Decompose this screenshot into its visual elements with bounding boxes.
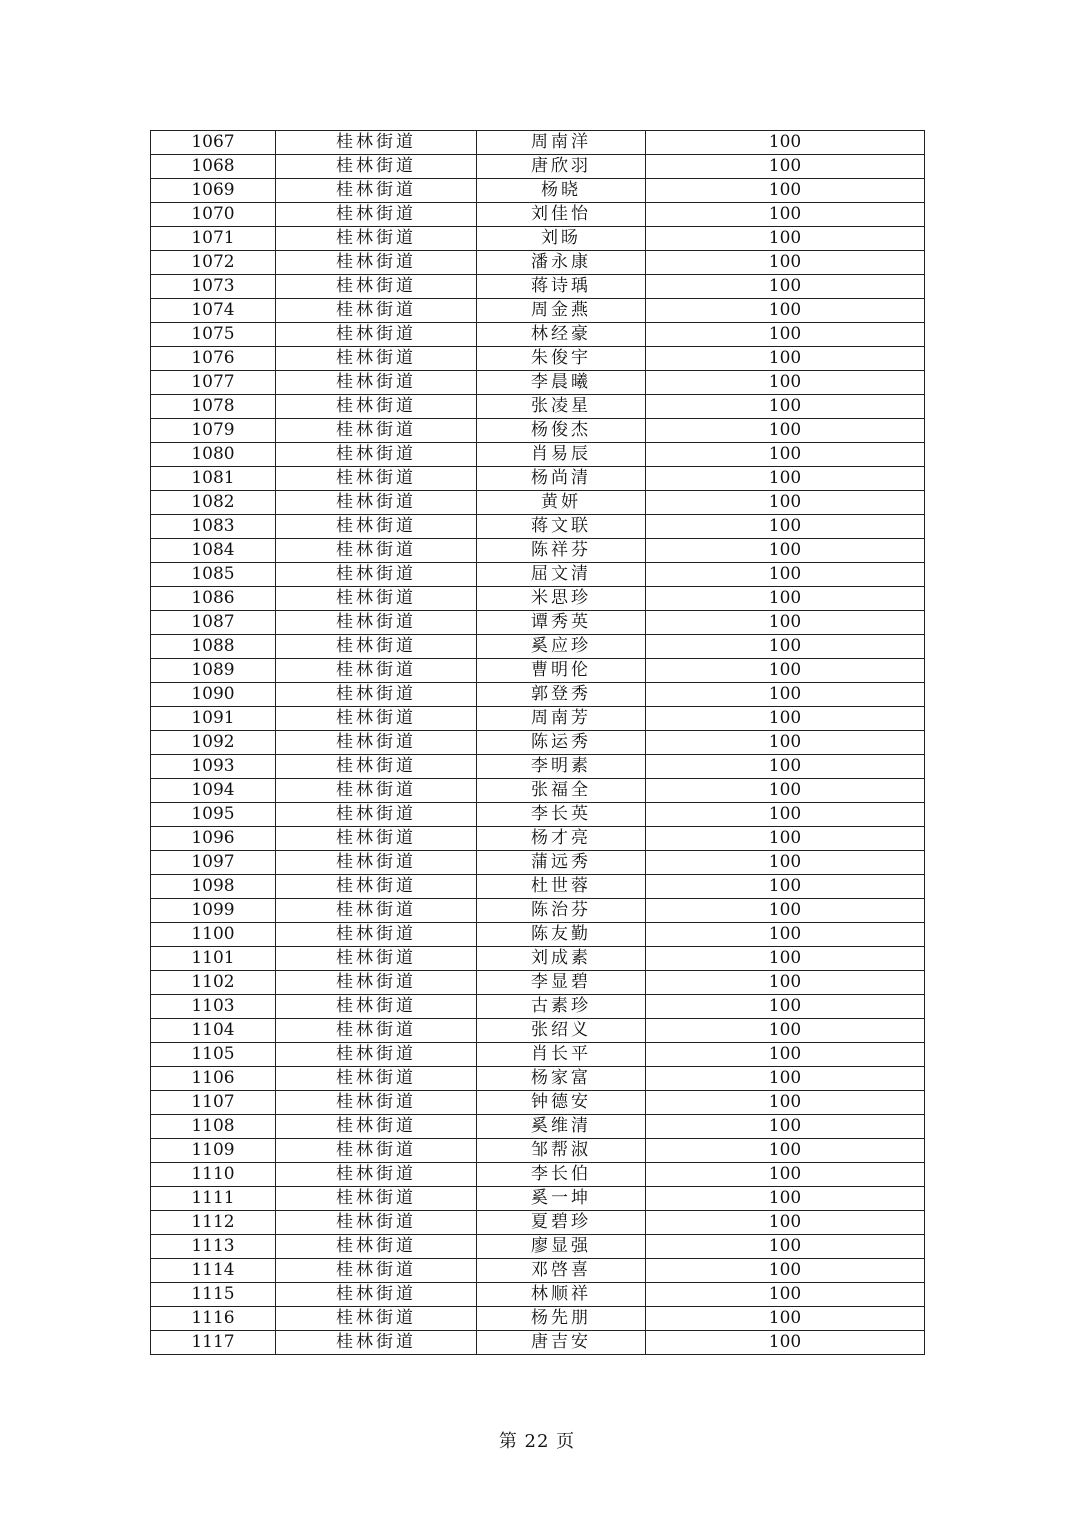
amount-cell: 100 xyxy=(646,899,925,923)
row-number-cell: 1114 xyxy=(151,1259,276,1283)
amount-cell: 100 xyxy=(646,275,925,299)
row-number-cell: 1091 xyxy=(151,707,276,731)
table-row xyxy=(151,971,925,995)
amount-cell: 100 xyxy=(646,467,925,491)
row-number-cell: 1075 xyxy=(151,323,276,347)
name-cell: 林经豪 xyxy=(477,323,646,347)
street-cell: 桂林街道 xyxy=(276,947,477,971)
row-number-cell: 1093 xyxy=(151,755,276,779)
amount-cell: 100 xyxy=(646,1019,925,1043)
row-number-cell: 1070 xyxy=(151,203,276,227)
table-row xyxy=(151,851,925,875)
street-cell: 桂林街道 xyxy=(276,731,477,755)
street-cell: 桂林街道 xyxy=(276,1211,477,1235)
name-cell: 肖长平 xyxy=(477,1043,646,1067)
street-cell: 桂林街道 xyxy=(276,587,477,611)
row-number-cell: 1107 xyxy=(151,1091,276,1115)
row-number-cell: 1072 xyxy=(151,251,276,275)
amount-cell: 100 xyxy=(646,131,925,155)
name-cell: 张福全 xyxy=(477,779,646,803)
table-row xyxy=(151,419,925,443)
street-cell: 桂林街道 xyxy=(276,1019,477,1043)
table-row xyxy=(151,875,925,899)
name-cell: 林顺祥 xyxy=(477,1283,646,1307)
table-row xyxy=(151,947,925,971)
street-cell: 桂林街道 xyxy=(276,251,477,275)
row-number-cell: 1082 xyxy=(151,491,276,515)
street-cell: 桂林街道 xyxy=(276,995,477,1019)
table-row xyxy=(151,443,925,467)
table-row xyxy=(151,323,925,347)
amount-cell: 100 xyxy=(646,1043,925,1067)
amount-cell: 100 xyxy=(646,395,925,419)
amount-cell: 100 xyxy=(646,1283,925,1307)
amount-cell: 100 xyxy=(646,923,925,947)
amount-cell: 100 xyxy=(646,419,925,443)
amount-cell: 100 xyxy=(646,635,925,659)
table-row xyxy=(151,1139,925,1163)
amount-cell: 100 xyxy=(646,179,925,203)
table-row xyxy=(151,515,925,539)
street-cell: 桂林街道 xyxy=(276,203,477,227)
name-cell: 李明素 xyxy=(477,755,646,779)
table-row xyxy=(151,923,925,947)
amount-cell: 100 xyxy=(646,779,925,803)
name-cell: 陈治芬 xyxy=(477,899,646,923)
page-number: 第 22 页 xyxy=(498,1431,576,1452)
amount-cell: 100 xyxy=(646,1235,925,1259)
name-cell: 周南芳 xyxy=(477,707,646,731)
name-cell: 奚维清 xyxy=(477,1115,646,1139)
row-number-cell: 1068 xyxy=(151,155,276,179)
street-cell: 桂林街道 xyxy=(276,419,477,443)
street-cell: 桂林街道 xyxy=(276,347,477,371)
row-number-cell: 1110 xyxy=(151,1163,276,1187)
name-cell: 李长英 xyxy=(477,803,646,827)
table-row xyxy=(151,1163,925,1187)
table-row xyxy=(151,587,925,611)
table-row xyxy=(151,371,925,395)
table-row xyxy=(151,1331,925,1355)
row-number-cell: 1113 xyxy=(151,1235,276,1259)
street-cell: 桂林街道 xyxy=(276,659,477,683)
street-cell: 桂林街道 xyxy=(276,467,477,491)
name-cell: 夏碧珍 xyxy=(477,1211,646,1235)
amount-cell: 100 xyxy=(646,1139,925,1163)
street-cell: 桂林街道 xyxy=(276,539,477,563)
table-row xyxy=(151,203,925,227)
row-number-cell: 1077 xyxy=(151,371,276,395)
row-number-cell: 1105 xyxy=(151,1043,276,1067)
row-number-cell: 1080 xyxy=(151,443,276,467)
name-cell: 刘成素 xyxy=(477,947,646,971)
amount-cell: 100 xyxy=(646,1307,925,1331)
table-row xyxy=(151,683,925,707)
name-cell: 屈文清 xyxy=(477,563,646,587)
table-row xyxy=(151,491,925,515)
row-number-cell: 1085 xyxy=(151,563,276,587)
amount-cell: 100 xyxy=(646,1067,925,1091)
amount-cell: 100 xyxy=(646,1187,925,1211)
row-number-cell: 1098 xyxy=(151,875,276,899)
name-cell: 唐吉安 xyxy=(477,1331,646,1355)
amount-cell: 100 xyxy=(646,371,925,395)
street-cell: 桂林街道 xyxy=(276,1331,477,1355)
name-cell: 杨先朋 xyxy=(477,1307,646,1331)
row-number-cell: 1079 xyxy=(151,419,276,443)
name-cell: 刘旸 xyxy=(477,227,646,251)
amount-cell: 100 xyxy=(646,491,925,515)
amount-cell: 100 xyxy=(646,299,925,323)
amount-cell: 100 xyxy=(646,1091,925,1115)
row-number-cell: 1117 xyxy=(151,1331,276,1355)
amount-cell: 100 xyxy=(646,683,925,707)
street-cell: 桂林街道 xyxy=(276,1259,477,1283)
name-cell: 陈运秀 xyxy=(477,731,646,755)
street-cell: 桂林街道 xyxy=(276,1187,477,1211)
amount-cell: 100 xyxy=(646,227,925,251)
data-table-container xyxy=(150,130,924,1355)
name-cell: 廖显强 xyxy=(477,1235,646,1259)
amount-cell: 100 xyxy=(646,323,925,347)
name-cell: 李显碧 xyxy=(477,971,646,995)
name-cell: 杨俊杰 xyxy=(477,419,646,443)
street-cell: 桂林街道 xyxy=(276,803,477,827)
name-cell: 曹明伦 xyxy=(477,659,646,683)
amount-cell: 100 xyxy=(646,251,925,275)
row-number-cell: 1087 xyxy=(151,611,276,635)
row-number-cell: 1097 xyxy=(151,851,276,875)
row-number-cell: 1092 xyxy=(151,731,276,755)
table-row xyxy=(151,251,925,275)
table-row xyxy=(151,1019,925,1043)
amount-cell: 100 xyxy=(646,803,925,827)
table-row xyxy=(151,299,925,323)
amount-cell: 100 xyxy=(646,875,925,899)
data-table xyxy=(150,130,925,1355)
amount-cell: 100 xyxy=(646,971,925,995)
amount-cell: 100 xyxy=(646,203,925,227)
table-body xyxy=(151,131,925,1355)
table-row xyxy=(151,1187,925,1211)
amount-cell: 100 xyxy=(646,155,925,179)
street-cell: 桂林街道 xyxy=(276,131,477,155)
name-cell: 蒋文联 xyxy=(477,515,646,539)
street-cell: 桂林街道 xyxy=(276,875,477,899)
row-number-cell: 1100 xyxy=(151,923,276,947)
name-cell: 杨尚清 xyxy=(477,467,646,491)
amount-cell: 100 xyxy=(646,563,925,587)
amount-cell: 100 xyxy=(646,995,925,1019)
row-number-cell: 1090 xyxy=(151,683,276,707)
table-row xyxy=(151,1259,925,1283)
table-row xyxy=(151,707,925,731)
street-cell: 桂林街道 xyxy=(276,443,477,467)
table-row xyxy=(151,827,925,851)
amount-cell: 100 xyxy=(646,1331,925,1355)
amount-cell: 100 xyxy=(646,659,925,683)
name-cell: 谭秀英 xyxy=(477,611,646,635)
row-number-cell: 1101 xyxy=(151,947,276,971)
row-number-cell: 1111 xyxy=(151,1187,276,1211)
row-number-cell: 1104 xyxy=(151,1019,276,1043)
table-row xyxy=(151,1235,925,1259)
street-cell: 桂林街道 xyxy=(276,275,477,299)
row-number-cell: 1089 xyxy=(151,659,276,683)
table-row xyxy=(151,635,925,659)
amount-cell: 100 xyxy=(646,515,925,539)
table-row xyxy=(151,803,925,827)
row-number-cell: 1106 xyxy=(151,1067,276,1091)
street-cell: 桂林街道 xyxy=(276,395,477,419)
row-number-cell: 1083 xyxy=(151,515,276,539)
table-row xyxy=(151,755,925,779)
amount-cell: 100 xyxy=(646,443,925,467)
amount-cell: 100 xyxy=(646,947,925,971)
name-cell: 周南洋 xyxy=(477,131,646,155)
row-number-cell: 1071 xyxy=(151,227,276,251)
table-row xyxy=(151,995,925,1019)
name-cell: 杨家富 xyxy=(477,1067,646,1091)
name-cell: 邹帮淑 xyxy=(477,1139,646,1163)
row-number-cell: 1078 xyxy=(151,395,276,419)
row-number-cell: 1108 xyxy=(151,1115,276,1139)
street-cell: 桂林街道 xyxy=(276,683,477,707)
street-cell: 桂林街道 xyxy=(276,611,477,635)
row-number-cell: 1088 xyxy=(151,635,276,659)
table-row xyxy=(151,899,925,923)
amount-cell: 100 xyxy=(646,611,925,635)
row-number-cell: 1086 xyxy=(151,587,276,611)
row-number-cell: 1094 xyxy=(151,779,276,803)
name-cell: 邓啓喜 xyxy=(477,1259,646,1283)
name-cell: 杜世蓉 xyxy=(477,875,646,899)
table-row xyxy=(151,275,925,299)
street-cell: 桂林街道 xyxy=(276,755,477,779)
name-cell: 米思珍 xyxy=(477,587,646,611)
row-number-cell: 1081 xyxy=(151,467,276,491)
name-cell: 奚一坤 xyxy=(477,1187,646,1211)
amount-cell: 100 xyxy=(646,1115,925,1139)
name-cell: 郭登秀 xyxy=(477,683,646,707)
row-number-cell: 1103 xyxy=(151,995,276,1019)
street-cell: 桂林街道 xyxy=(276,179,477,203)
table-row xyxy=(151,1067,925,1091)
table-row xyxy=(151,1115,925,1139)
street-cell: 桂林街道 xyxy=(276,563,477,587)
street-cell: 桂林街道 xyxy=(276,371,477,395)
street-cell: 桂林街道 xyxy=(276,1091,477,1115)
row-number-cell: 1116 xyxy=(151,1307,276,1331)
street-cell: 桂林街道 xyxy=(276,491,477,515)
name-cell: 李晨曦 xyxy=(477,371,646,395)
row-number-cell: 1112 xyxy=(151,1211,276,1235)
street-cell: 桂林街道 xyxy=(276,1067,477,1091)
name-cell: 黄妍 xyxy=(477,491,646,515)
table-row xyxy=(151,659,925,683)
amount-cell: 100 xyxy=(646,587,925,611)
row-number-cell: 1073 xyxy=(151,275,276,299)
row-number-cell: 1102 xyxy=(151,971,276,995)
name-cell: 朱俊宇 xyxy=(477,347,646,371)
table-row xyxy=(151,155,925,179)
street-cell: 桂林街道 xyxy=(276,155,477,179)
row-number-cell: 1096 xyxy=(151,827,276,851)
name-cell: 陈祥芬 xyxy=(477,539,646,563)
street-cell: 桂林街道 xyxy=(276,707,477,731)
name-cell: 陈友勤 xyxy=(477,923,646,947)
street-cell: 桂林街道 xyxy=(276,635,477,659)
table-row xyxy=(151,347,925,371)
row-number-cell: 1076 xyxy=(151,347,276,371)
row-number-cell: 1074 xyxy=(151,299,276,323)
street-cell: 桂林街道 xyxy=(276,1139,477,1163)
street-cell: 桂林街道 xyxy=(276,1283,477,1307)
name-cell: 张凌星 xyxy=(477,395,646,419)
name-cell: 古素珍 xyxy=(477,995,646,1019)
row-number-cell: 1115 xyxy=(151,1283,276,1307)
street-cell: 桂林街道 xyxy=(276,827,477,851)
amount-cell: 100 xyxy=(646,1211,925,1235)
street-cell: 桂林街道 xyxy=(276,899,477,923)
amount-cell: 100 xyxy=(646,707,925,731)
street-cell: 桂林街道 xyxy=(276,851,477,875)
name-cell: 蒲远秀 xyxy=(477,851,646,875)
street-cell: 桂林街道 xyxy=(276,923,477,947)
table-row xyxy=(151,1091,925,1115)
row-number-cell: 1095 xyxy=(151,803,276,827)
street-cell: 桂林街道 xyxy=(276,779,477,803)
row-number-cell: 1069 xyxy=(151,179,276,203)
street-cell: 桂林街道 xyxy=(276,1235,477,1259)
row-number-cell: 1084 xyxy=(151,539,276,563)
name-cell: 张绍义 xyxy=(477,1019,646,1043)
row-number-cell: 1067 xyxy=(151,131,276,155)
name-cell: 肖易辰 xyxy=(477,443,646,467)
street-cell: 桂林街道 xyxy=(276,1307,477,1331)
table-row xyxy=(151,611,925,635)
table-row xyxy=(151,539,925,563)
street-cell: 桂林街道 xyxy=(276,1163,477,1187)
amount-cell: 100 xyxy=(646,1163,925,1187)
name-cell: 唐欣羽 xyxy=(477,155,646,179)
name-cell: 奚应珍 xyxy=(477,635,646,659)
table-row xyxy=(151,179,925,203)
street-cell: 桂林街道 xyxy=(276,323,477,347)
street-cell: 桂林街道 xyxy=(276,1043,477,1067)
amount-cell: 100 xyxy=(646,755,925,779)
name-cell: 刘佳怡 xyxy=(477,203,646,227)
table-row xyxy=(151,563,925,587)
table-row xyxy=(151,1307,925,1331)
table-row xyxy=(151,131,925,155)
row-number-cell: 1109 xyxy=(151,1139,276,1163)
row-number-cell: 1099 xyxy=(151,899,276,923)
name-cell: 杨晓 xyxy=(477,179,646,203)
table-row xyxy=(151,731,925,755)
table-row xyxy=(151,467,925,491)
amount-cell: 100 xyxy=(646,731,925,755)
table-row xyxy=(151,1211,925,1235)
table-row xyxy=(151,395,925,419)
street-cell: 桂林街道 xyxy=(276,1115,477,1139)
table-row xyxy=(151,1043,925,1067)
name-cell: 潘永康 xyxy=(477,251,646,275)
street-cell: 桂林街道 xyxy=(276,299,477,323)
table-row xyxy=(151,1283,925,1307)
name-cell: 钟德安 xyxy=(477,1091,646,1115)
amount-cell: 100 xyxy=(646,1259,925,1283)
amount-cell: 100 xyxy=(646,539,925,563)
amount-cell: 100 xyxy=(646,827,925,851)
table-row xyxy=(151,227,925,251)
name-cell: 李长伯 xyxy=(477,1163,646,1187)
street-cell: 桂林街道 xyxy=(276,227,477,251)
street-cell: 桂林街道 xyxy=(276,515,477,539)
amount-cell: 100 xyxy=(646,347,925,371)
name-cell: 蒋诗瑀 xyxy=(477,275,646,299)
table-row xyxy=(151,779,925,803)
name-cell: 周金燕 xyxy=(477,299,646,323)
name-cell: 杨才亮 xyxy=(477,827,646,851)
amount-cell: 100 xyxy=(646,851,925,875)
street-cell: 桂林街道 xyxy=(276,971,477,995)
